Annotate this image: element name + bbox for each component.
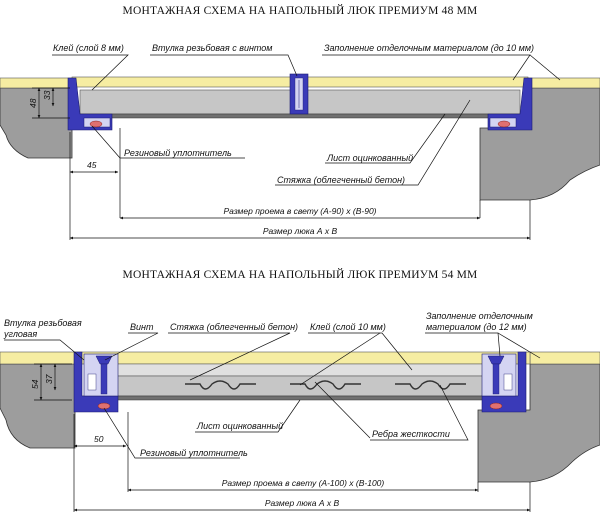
bottom-label-screw: Винт — [130, 322, 154, 332]
top-dim-48: 48 — [28, 98, 38, 108]
bottom-label-sleeve-angle-2: угловая — [4, 329, 38, 339]
bottom-label-screed: Стяжка (облегченный бетон) — [170, 322, 299, 332]
bottom-left-slab — [0, 364, 75, 448]
top-seal-right — [498, 121, 510, 127]
top-finish-right — [528, 78, 600, 88]
bottom-dim-opening: Размер проема в свету (А-100) х (В-100) — [221, 478, 385, 488]
top-label-finish: Заполнение отделочным материалом (до 10 мм) — [324, 43, 535, 53]
bottom-sheet — [80, 396, 520, 400]
bottom-label-sheet: Лист оцинкованный — [197, 421, 284, 431]
top-label-sheet: Лист оцинкованный — [327, 153, 414, 163]
top-finish-left — [0, 78, 72, 88]
bottom-dim-54: 54 — [30, 379, 40, 389]
top-dim-45: 45 — [87, 160, 97, 170]
top-dim-33: 33 — [42, 90, 52, 100]
top-label-screed: Стяжка (облегченный бетон) — [277, 175, 406, 185]
top-label-sleeve: Втулка резьбовая с винтом — [152, 43, 273, 53]
bottom-label-finish-1: Заполнение отделочным — [426, 311, 533, 321]
bottom-screed — [110, 376, 490, 396]
bottom-dim-50: 50 — [94, 434, 104, 444]
bottom-label-glue: Клей (слой 10 мм) — [310, 322, 386, 332]
top-title: МОНТАЖНАЯ СХЕМА НА НАПОЛЬНЫЙ ЛЮК ПРЕМИУМ 48 ММ — [122, 5, 478, 17]
bottom-label-finish-2: материалом (до 12 мм) — [426, 322, 527, 332]
top-seal-left — [90, 121, 102, 127]
bottom-dim-hatch: Размер люка А х В — [264, 498, 340, 508]
top-sheet — [78, 114, 522, 118]
bottom-title: МОНТАЖНАЯ СХЕМА НА НАПОЛЬНЫЙ ЛЮК ПРЕМИУМ 54 ММ — [122, 269, 478, 281]
bottom-finish-right — [530, 352, 600, 364]
bottom-label-seal: Резиновый уплотнитель — [140, 448, 248, 458]
bottom-finish-left — [0, 352, 75, 364]
top-dim-hatch: Размер люка А х В — [262, 226, 338, 236]
top-label-seal: Резиновый уплотнитель — [124, 148, 232, 158]
top-label-glue: Клей (слой 8 мм) — [53, 43, 124, 53]
bottom-finish-center — [75, 352, 530, 364]
bottom-seal-right — [490, 403, 502, 409]
top-dim-opening: Размер проема в свету (А-90) х (В-90) — [223, 206, 377, 216]
top-left-slab — [0, 88, 72, 158]
bottom-dim-37: 37 — [44, 374, 54, 384]
bottom-label-ribs: Ребра жесткости — [372, 429, 450, 439]
bottom-label-sleeve-angle-1: Втулка резьбовая — [4, 318, 82, 328]
